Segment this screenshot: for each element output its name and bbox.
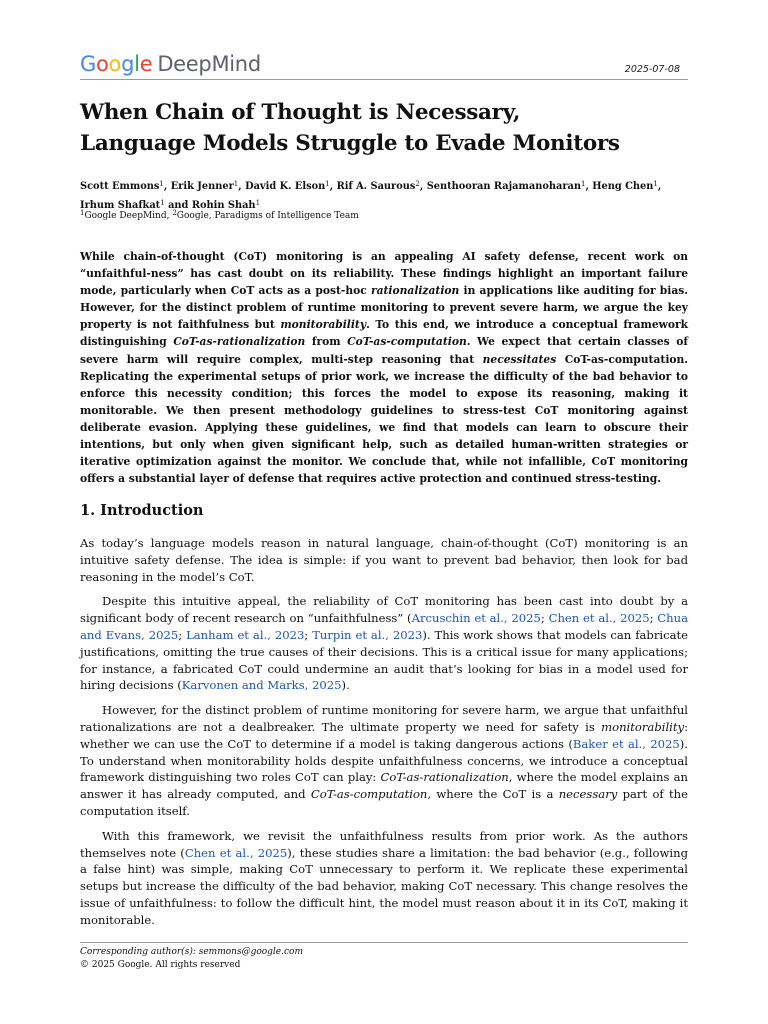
emphasized-text: rationalization xyxy=(370,284,460,298)
author-affiliation-mark: 1 xyxy=(325,180,330,188)
affiliation-number: 2 xyxy=(172,209,177,217)
affiliations xyxy=(80,206,688,223)
emphasized-text: necessitates xyxy=(482,352,557,366)
text-run: With this framework, we revisit the unfaithfulness results from prior work. As the authors themselves note ( xyxy=(80,828,688,860)
text-run: ; xyxy=(304,627,313,642)
author-name: David K. Elson xyxy=(245,181,326,192)
affiliation-text: Google, Paradigms of Intelligence Team xyxy=(176,211,359,221)
text-run: While chain-of-thought (CoT) monitoring is an appealing AI safety defense, recent work on “unfaithful-ness” has cast doubt on its reliability. These findings highlight an important failure mode, particularly when CoT acts as a post-hoc xyxy=(80,250,688,298)
author-separator: , xyxy=(657,181,662,192)
author-affiliation-mark: 1 xyxy=(233,180,239,188)
author-affiliation-mark: 1 xyxy=(255,199,261,207)
body-paragraph xyxy=(80,828,688,929)
publication-date: 2025-07-08 xyxy=(624,64,680,75)
author-affiliation-mark: 1 xyxy=(580,180,586,188)
author-separator: , xyxy=(585,181,593,192)
text-run: from xyxy=(305,335,348,349)
citation-link[interactable]: Turpin et al., 2023 xyxy=(312,627,423,642)
paper-title xyxy=(80,97,688,159)
author-separator: , xyxy=(238,181,246,192)
emphasized-text: CoT-as-rationalization xyxy=(173,335,306,349)
author-affiliation-mark: 2 xyxy=(415,180,420,188)
text-run: ; xyxy=(649,611,658,626)
text-run: ; xyxy=(178,627,187,642)
text-run: part of the computation itself. xyxy=(80,787,688,818)
footer-divider xyxy=(80,942,688,943)
paper-page xyxy=(80,0,688,1024)
citation-link[interactable]: Lanham et al., 2023 xyxy=(186,627,305,642)
author-separator: , xyxy=(419,181,427,192)
text-run: Despite this intuitive appeal, the reliability of CoT monitoring has been cast into doubt by a significant body of recent research on “unfaithfulness” ( xyxy=(80,594,688,626)
text-run: , where the model explains an answer it has already computed, and xyxy=(80,770,688,802)
emphasized-text: CoT-as-computation xyxy=(310,787,428,802)
text-run: , where the CoT is a xyxy=(427,787,559,802)
author-name: Irhum Shafkat xyxy=(80,200,161,211)
author-separator: , xyxy=(163,181,171,192)
text-run: ; xyxy=(540,611,549,626)
author-name: Rohin Shah xyxy=(191,200,256,211)
emphasized-text: CoT-as-computation xyxy=(347,335,467,349)
page-footer xyxy=(80,946,688,972)
author-affiliation-mark: 1 xyxy=(160,199,165,207)
citation-link[interactable]: Karvonen and Marks, 2025 xyxy=(181,678,342,693)
affiliation-text: Google DeepMind, xyxy=(84,211,173,221)
author-name: Erik Jenner xyxy=(170,181,234,192)
text-run: : whether we can use the CoT to determine if a model is taking dangerous actions ( xyxy=(80,719,688,751)
corresponding-author: Corresponding author(s): semmons@google.com xyxy=(80,947,303,957)
author-name: Rif A. Saurous xyxy=(336,181,416,192)
google-deepmind-logo: Google DeepMind xyxy=(80,52,261,76)
citation-link[interactable]: Arcuschin et al., 2025 xyxy=(411,611,541,626)
text-run: CoT-as-computation. Replicating the experimental setups of prior work, we increase the difficulty of the bad behavior to enforce this necessity condition; this forces the model to expose its reasoning, making it monitorable. We then present methodology guidelines to stress-test CoT monitoring against deliberate evasion. Applying these guidelines, we find that models can learn to obscure their intentions, but only when given significant help, such as detailed human-written strategies or iterative optimization against the monitor. We conclude that, while not infallible, CoT monitoring offers a substantial layer of defense that requires active protection and continued stress-testing. xyxy=(80,352,688,486)
affiliation-number: 1 xyxy=(80,209,85,217)
introduction-body xyxy=(80,535,688,937)
body-paragraph xyxy=(80,593,688,694)
text-run: . We expect that certain classes of severe harm will require complex, multi-step reasoning that xyxy=(80,335,689,366)
emphasized-text: monitorability xyxy=(280,318,367,332)
abstract xyxy=(80,248,688,487)
citation-link[interactable]: Chen et al., 2025 xyxy=(184,845,288,860)
citation-link[interactable]: Chua and Evans, 2025 xyxy=(80,611,689,642)
author-separator: and xyxy=(164,200,192,211)
author-name: Scott Emmons xyxy=(80,181,160,192)
copyright-notice: © 2025 Google. All rights reserved xyxy=(80,960,241,970)
body-paragraph xyxy=(80,535,688,585)
text-run: ). xyxy=(341,678,350,693)
page-header xyxy=(80,52,688,80)
title-line-2: Language Models Struggle to Evade Monitors xyxy=(80,131,620,156)
citation-link[interactable]: Chen et al., 2025 xyxy=(548,611,650,626)
author-separator: , xyxy=(329,181,337,192)
author-affiliation-mark: 1 xyxy=(653,180,658,188)
text-run: ). This work shows that models can fabricate justifications, omitting the true causes of their decisions. This is a critical issue for many applications; for instance, a fabricated CoT could undermine an audit that’s looking for bias in a model used for hiring decisions ( xyxy=(80,627,688,693)
text-run: . To this end, we introduce a conceptual framework distinguishing xyxy=(80,318,688,349)
text-run: ). To understand when monitorability holds despite unfaithfulness concerns, we introduce a conceptual framework distinguishing two roles CoT can play: xyxy=(80,736,688,785)
emphasized-text: CoT-as-rationalization xyxy=(380,770,509,785)
header-divider xyxy=(80,79,688,80)
title-line-1: When Chain of Thought is Necessary, xyxy=(80,100,521,125)
body-paragraph xyxy=(80,702,688,820)
text-run: in applications like auditing for bias. However, for the distinct problem of runtime monitoring to prevent severe harm, we argue the key property is not faithfulness but xyxy=(80,284,688,332)
text-run: However, for the distinct problem of runtime monitoring for severe harm, we argue that unfaithful rationalizations are not a dealbreaker. The ultimate property we need for safety is xyxy=(80,703,688,734)
emphasized-text: necessary xyxy=(558,787,618,802)
author-name: Heng Chen xyxy=(592,181,654,192)
emphasized-text: monitorability xyxy=(601,719,685,734)
text-run: ), these studies share a limitation: the bad behavior (e.g., following a false hint) was simple, making CoT unnecessary to perform it. We replicate these experimental setups but increase the difficulty of the bad behavior, making CoT necessary. This change resolves the issue of unfaithfulness: to follow the difficult hint, the model must reason about it in its CoT, making it monitorable. xyxy=(80,845,688,927)
author-name: Senthooran Rajamanoharan xyxy=(426,181,581,192)
citation-link[interactable]: Baker et al., 2025 xyxy=(572,736,680,751)
section-heading: 1. Introduction xyxy=(80,502,204,519)
text-run: As today’s language models reason in natural language, chain-of-thought (CoT) monitoring is an intuitive safety defense. The idea is simple: if you want to prevent bad behavior, then look for bad reasoning in the model’s CoT. xyxy=(80,536,688,584)
author-affiliation-mark: 1 xyxy=(159,180,164,188)
